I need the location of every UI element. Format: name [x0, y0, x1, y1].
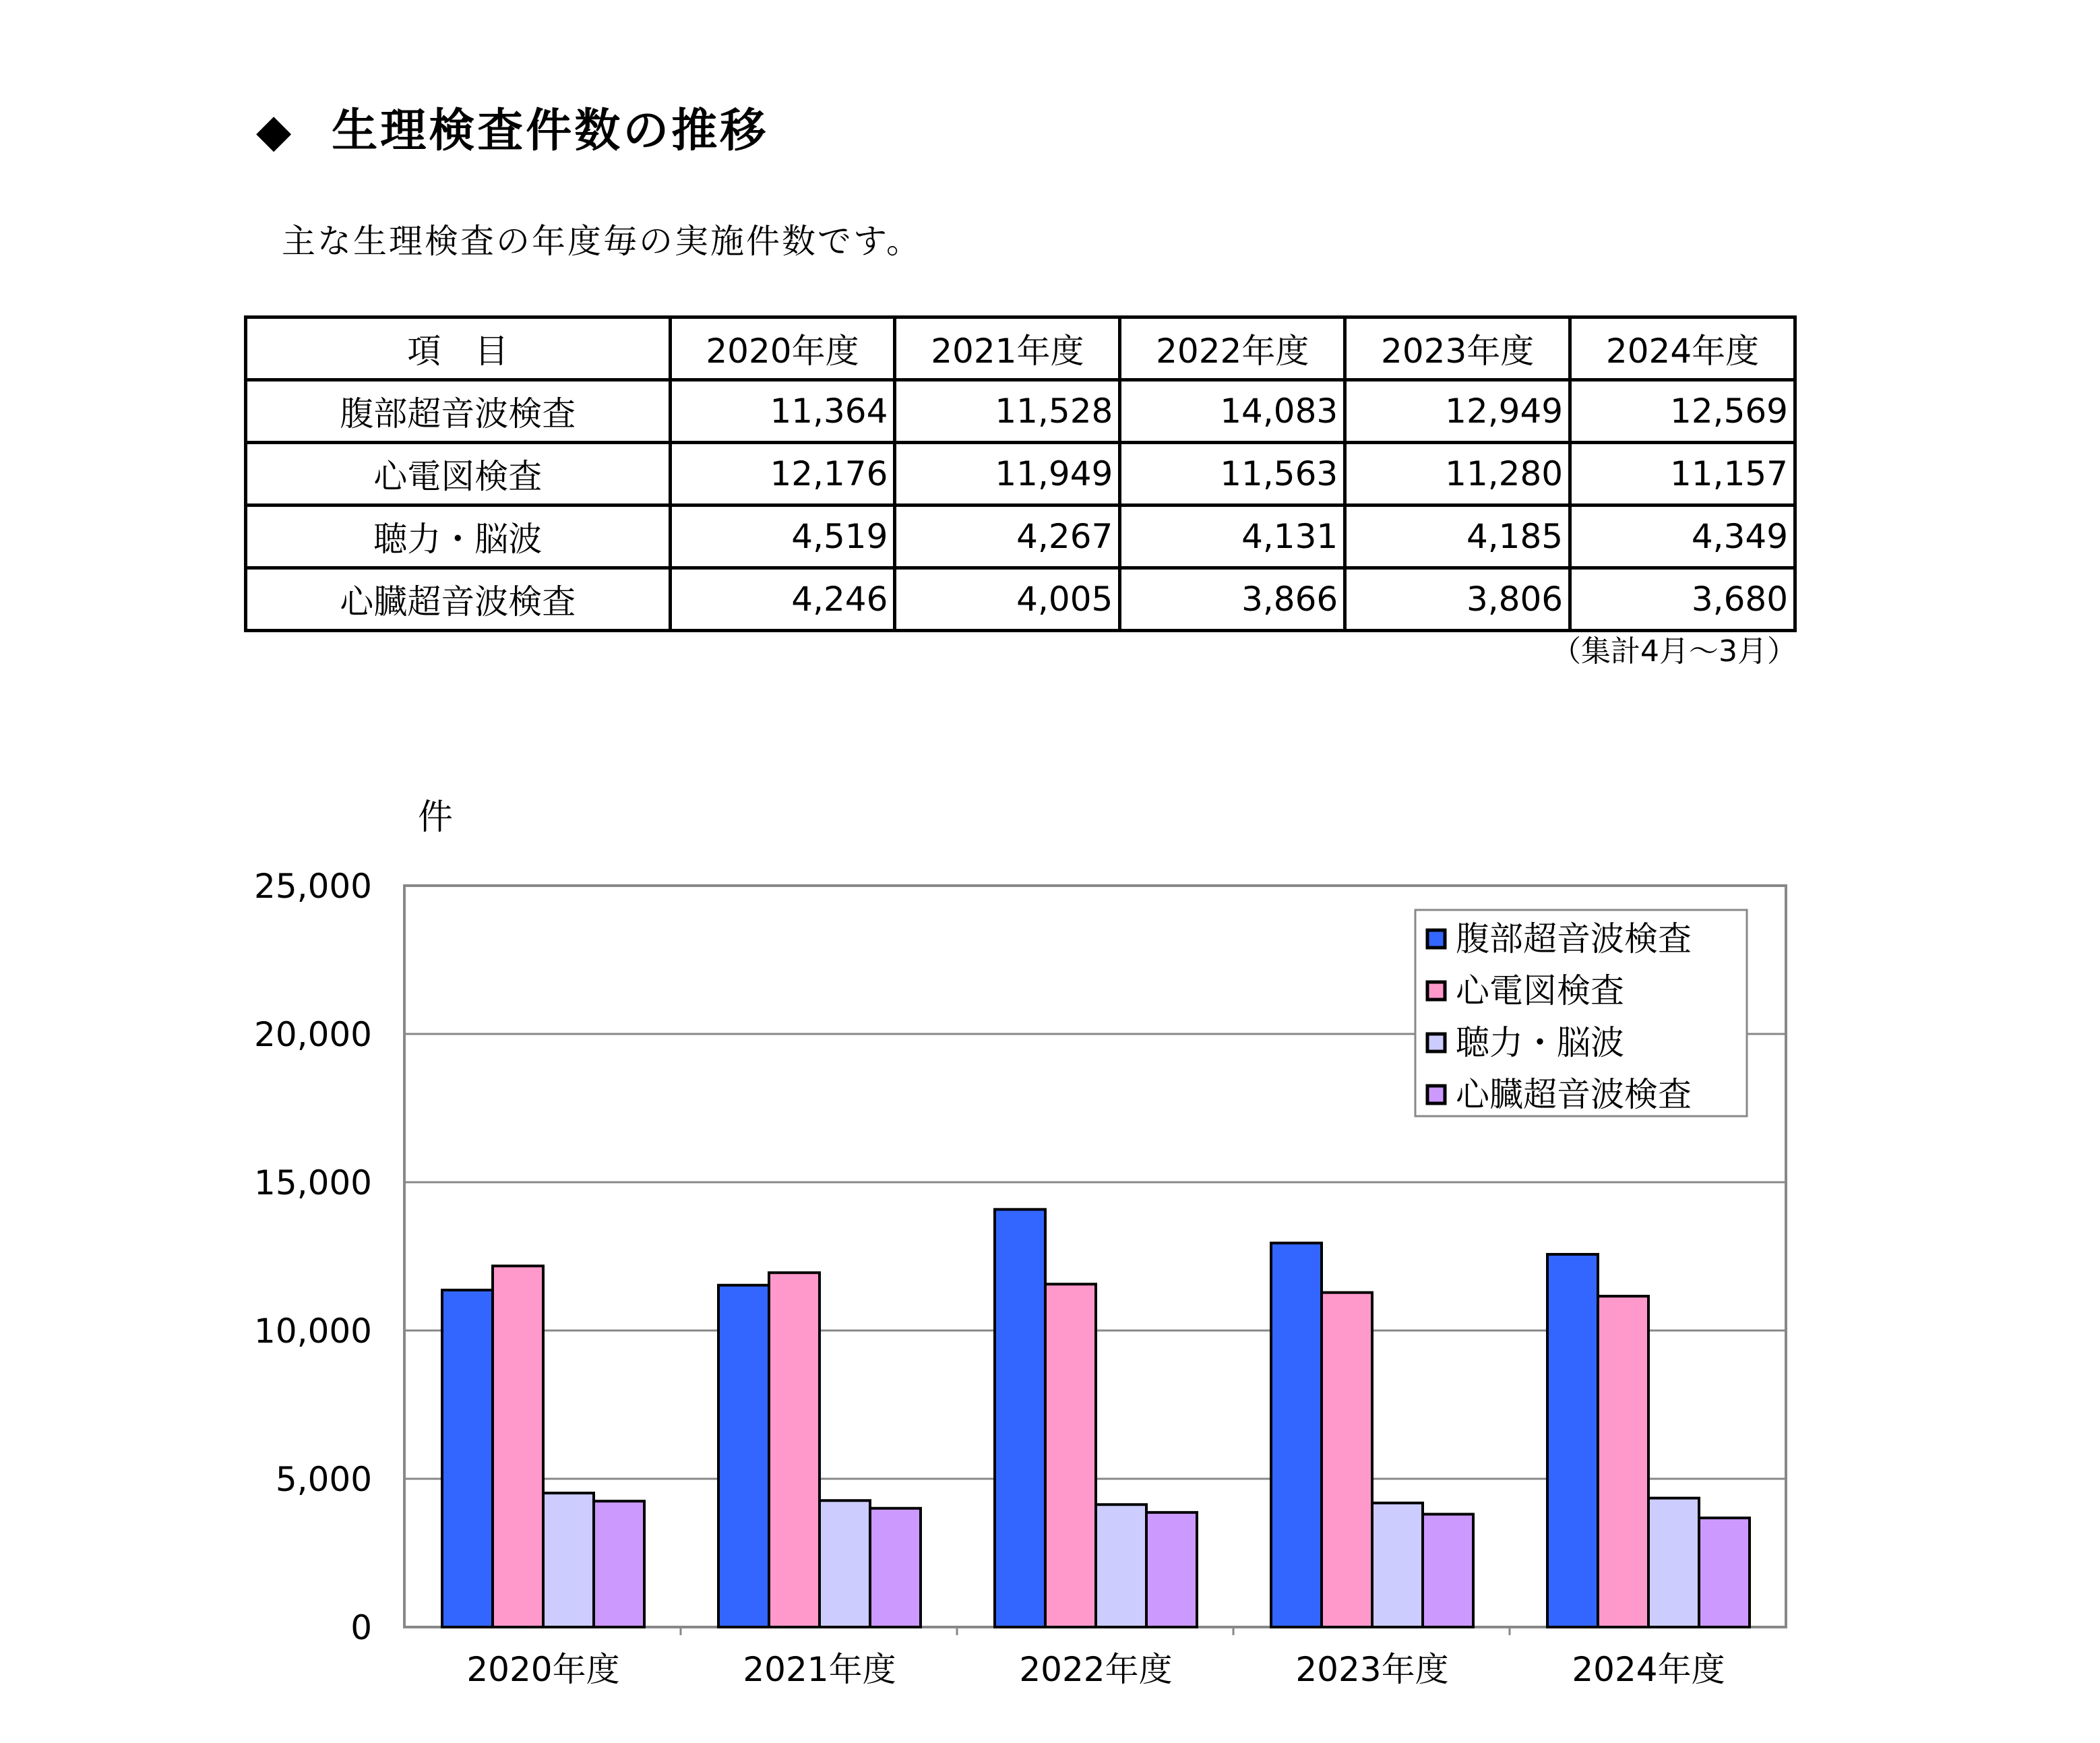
column-header-year: 2024年度	[1570, 317, 1795, 380]
bar	[1271, 1243, 1322, 1627]
bar	[594, 1501, 644, 1627]
x-tick-label: 2024年度	[1572, 1650, 1725, 1689]
legend-label: 心電図検査	[1456, 971, 1624, 1010]
bar	[995, 1209, 1045, 1627]
column-header-year: 2022年度	[1120, 317, 1345, 380]
x-tick-label: 2022年度	[1019, 1650, 1173, 1689]
subtitle: 主な生理検査の年度毎の実施件数です。	[282, 222, 922, 261]
bar	[718, 1285, 769, 1627]
row-label: 聴力・脳波	[246, 506, 671, 568]
y-tick-label: 10,000	[254, 1312, 372, 1351]
row-label: 心電図検査	[246, 443, 671, 506]
bar	[1322, 1293, 1372, 1627]
row-label: 心臓超音波検査	[246, 568, 671, 631]
table-cell: 4,267	[895, 506, 1120, 568]
bar	[1648, 1498, 1699, 1627]
bar	[1372, 1503, 1423, 1627]
y-tick-label: 25,000	[254, 867, 372, 906]
bar	[769, 1273, 820, 1627]
table-cell: 11,157	[1570, 443, 1795, 506]
legend-label: 聴力・脳波	[1456, 1023, 1624, 1062]
bar	[870, 1508, 921, 1627]
column-header-year: 2021年度	[895, 317, 1120, 380]
bar	[1547, 1254, 1598, 1627]
table-cell: 11,364	[670, 380, 895, 443]
y-axis-label: 件	[418, 797, 454, 838]
bar	[1699, 1518, 1750, 1627]
legend-swatch	[1427, 1086, 1445, 1103]
legend-swatch	[1427, 930, 1445, 948]
table-cell: 11,563	[1120, 443, 1345, 506]
table-cell: 12,569	[1570, 380, 1795, 443]
legend-label: 腹部超音波検査	[1456, 919, 1692, 958]
table-cell: 3,806	[1345, 568, 1570, 631]
diamond-icon: ◆	[256, 104, 295, 158]
bar	[1146, 1512, 1197, 1627]
column-header-item: 項 目	[246, 317, 671, 380]
bar	[1598, 1296, 1648, 1627]
column-header-year: 2020年度	[670, 317, 895, 380]
table-cell: 3,866	[1120, 568, 1345, 631]
bar	[493, 1266, 543, 1627]
table-cell: 4,349	[1570, 506, 1795, 568]
table-cell: 11,280	[1345, 443, 1570, 506]
bar	[543, 1493, 594, 1627]
legend-swatch	[1427, 1034, 1445, 1051]
table-cell: 4,246	[670, 568, 895, 631]
x-tick-label: 2020年度	[466, 1650, 620, 1689]
x-tick-label: 2021年度	[743, 1650, 896, 1689]
table-cell: 12,949	[1345, 380, 1570, 443]
column-header-year: 2023年度	[1345, 317, 1570, 380]
table-cell: 14,083	[1120, 380, 1345, 443]
table-cell: 12,176	[670, 443, 895, 506]
bar	[1096, 1504, 1146, 1627]
bar	[1423, 1515, 1473, 1627]
bar	[442, 1290, 493, 1627]
table-cell: 3,680	[1570, 568, 1795, 631]
y-tick-label: 15,000	[254, 1163, 372, 1202]
table-cell: 11,528	[895, 380, 1120, 443]
bar	[1045, 1284, 1096, 1627]
table-cell: 4,131	[1120, 506, 1345, 568]
table-cell: 4,519	[670, 506, 895, 568]
y-tick-label: 5,000	[275, 1460, 372, 1499]
y-tick-label: 20,000	[254, 1015, 372, 1054]
y-tick-label: 0	[350, 1608, 372, 1647]
table-cell: 11,949	[895, 443, 1120, 506]
title-text: 生理検査件数の推移	[332, 104, 769, 158]
row-label: 腹部超音波検査	[246, 380, 671, 443]
table-note: （集計4月～3月）	[1551, 634, 1797, 669]
table-cell: 4,185	[1345, 506, 1570, 568]
x-tick-label: 2023年度	[1295, 1650, 1449, 1689]
legend-label: 心臓超音波検査	[1456, 1075, 1692, 1114]
table-cell: 4,005	[895, 568, 1120, 631]
bar	[820, 1500, 870, 1627]
legend-swatch	[1427, 982, 1445, 1000]
